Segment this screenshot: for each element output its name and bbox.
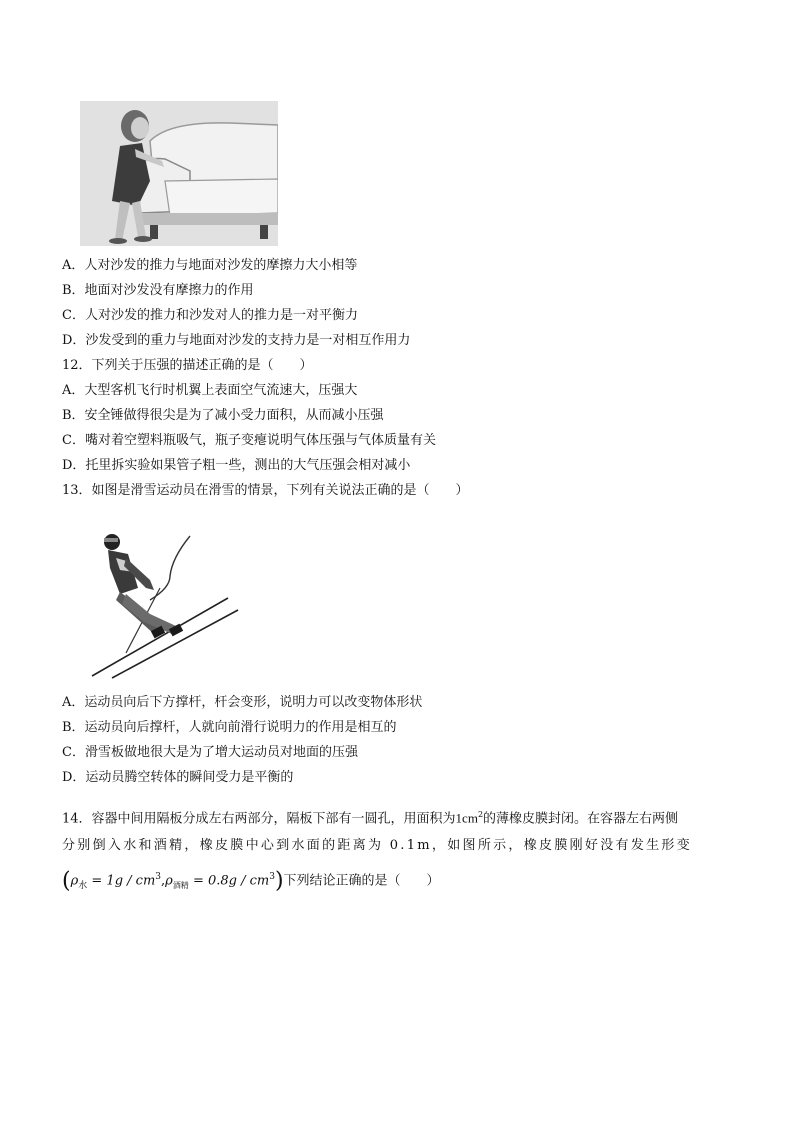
q14-formula-sep: , xyxy=(161,873,166,889)
q14-alcohol-value: = 0.8g / cm xyxy=(188,873,270,889)
q12-option-b: B．安全锤做得很尖是为了减小受力面积，从而减小压强 xyxy=(62,408,384,423)
q13-option-c: C．滑雪板做地很大是为了增大运动员对地面的压强 xyxy=(62,745,358,760)
q11-option-a: A．人对沙发的推力与地面对沙发的摩擦力大小相等 xyxy=(62,258,358,273)
q14-rho-alcohol: ρ xyxy=(165,873,173,889)
q14-water-value: = 1g / cm xyxy=(87,873,156,889)
q11-option-c: C．人对沙发的推力和沙发对人的推力是一对平衡力 xyxy=(62,308,358,323)
q14-area-exp: 2 xyxy=(477,810,484,819)
q13-stem: 13．如图是滑雪运动员在滑雪的情景，下列有关说法正确的是（ ） xyxy=(62,483,469,498)
q14-water-exp: 3 xyxy=(155,872,162,882)
q13-option-b: B．运动员向后撑杆，人就向前滑行说明力的作用是相互的 xyxy=(62,720,397,735)
q14-formula-close: ) xyxy=(274,868,284,894)
q12-option-a: A．大型客机飞行时机翼上表面空气流速大，压强大 xyxy=(62,383,358,398)
girl-pushing-sofa-image xyxy=(80,101,278,246)
q12-option-d: D．托里拆实验如果管子粗一些，测出的大气压强会相对减小 xyxy=(62,458,411,473)
q14-line-1 xyxy=(62,806,678,828)
q12-option-c: C．嘴对着空塑料瓶吸气，瓶子变瘪说明气体压强与气体质量有关 xyxy=(62,433,436,448)
q14-line-1-pre: 14．容器中间用隔板分成左右两部分，隔板下部有一圆孔，用面积为 xyxy=(62,811,456,827)
q14-rho-water: ρ xyxy=(70,873,79,889)
q14-alcohol-exp: 3 xyxy=(269,872,275,882)
q14-area-value: 1cm xyxy=(455,810,478,826)
q14-formula: ( xyxy=(62,868,71,894)
q11-option-d: D．沙发受到的重力与地面对沙发的支持力是一对相互作用力 xyxy=(62,333,411,348)
q14-line-2: 分别倒入水和酒精，橡皮膜中心到水面的距离为 0.1m，如图所示，橡皮膜刚好没有发生形变 xyxy=(62,838,693,853)
q14-line-1-post: 的薄橡皮膜封闭。在容器左右两侧 xyxy=(483,811,679,827)
q14-line-3-post: 下列结论正确的是（ ） xyxy=(283,873,440,889)
q14-water-sub: 水 xyxy=(78,880,88,891)
q11-option-b: B．地面对沙发没有摩擦力的作用 xyxy=(62,283,254,298)
q14-alcohol-sub: 酒精 xyxy=(172,880,189,890)
q13-option-a: A．运动员向后下方撑杆，杆会变形，说明力可以改变物体形状 xyxy=(62,695,423,710)
q12-stem: 12．下列关于压强的描述正确的是（ ） xyxy=(62,358,313,373)
q13-option-d: D．运动员腾空转体的瞬间受力是平衡的 xyxy=(62,770,294,785)
q14-line-3 xyxy=(62,866,440,897)
skier-image xyxy=(90,528,240,680)
